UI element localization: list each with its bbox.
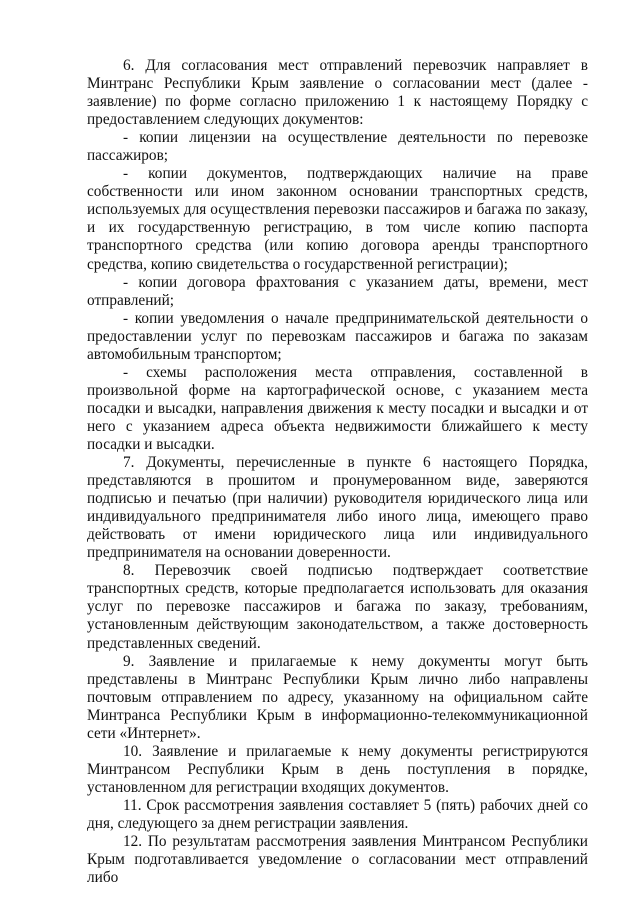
document-page [87, 57, 588, 887]
paragraph-item-10: 10. Заявление и прилагаемые к нему документы регистрируются Минтрансом Республики Крым в день поступления в порядке, установленном для регистрации входящих документов. [87, 742, 588, 796]
paragraph-item-7: 7. Документы, перечисленные в пункте 6 настоящего Порядка, представляются в прошитом и пронумерованном виде, заверяются подписью и печатью (при наличии) руководителя юридического лица или индивидуального предпринимателя либо иного лица, имеющего право действовать от имени юридического лица или индивидуального предпринимателя на основании доверенности. [87, 454, 588, 562]
paragraph-item-8: 8. Перевозчик своей подписью подтверждает соответствие транспортных средств, которые предполагается использовать для оказания услуг по перевозке пассажиров и багажа по заказу, требованиям, установленным действующим законодательством, а также достоверность представленных сведений. [87, 562, 588, 652]
list-item-license-copies: - копии лицензии на осуществление деятельности по перевозке пассажиров; [87, 129, 588, 165]
list-item-charter-contract: - копии договора фрахтования с указанием даты, времени, мест отправлений; [87, 273, 588, 309]
paragraph-item-9: 9. Заявление и прилагаемые к нему документы могут быть представлены в Минтранс Республики Крым лично либо направлены почтовым отправлением по адресу, указанному на официальном сайте Минтранса Республики Крым в информационно-телекоммуникационной сети «Интернет». [87, 652, 588, 742]
list-item-location-scheme: - схемы расположения места отправления, составленной в произвольной форме на картографической основе, с указанием места посадки и высадки, направления движения к месту посадки и высадки и от него с указанием адреса объекта недвижимости ближайшего к месту посадки и высадки. [87, 363, 588, 453]
paragraph-item-12: 12. По результатам рассмотрения заявления Минтрансом Республики Крым подготавливается уведомление о согласовании мест отправлений либо [87, 833, 588, 887]
paragraph-item-11: 11. Срок рассмотрения заявления составляет 5 (пять) рабочих дней со дня, следующего за днем регистрации заявления. [87, 796, 588, 832]
paragraph-item-6: 6. Для согласования мест отправлений перевозчик направляет в Минтранс Республики Крым заявление о согласовании мест (далее - заявление) по форме согласно приложению 1 к настоящему Порядку с предоставлением следующих документов: [87, 57, 588, 129]
list-item-vehicle-documents: - копии документов, подтверждающих наличие на праве собственности или ином законном основании транспортных средств, используемых для осуществления перевозки пассажиров и багажа по заказу, и их государственную регистрацию, в том числе копию паспорта транспортного средства (или копию договора аренды транспортного средства, копию свидетельства о государственной регистрации); [87, 165, 588, 273]
list-item-business-notice: - копии уведомления о начале предпринимательской деятельности о предоставлении услуг по перевозкам пассажиров и багажа по заказам автомобильным транспортом; [87, 309, 588, 363]
